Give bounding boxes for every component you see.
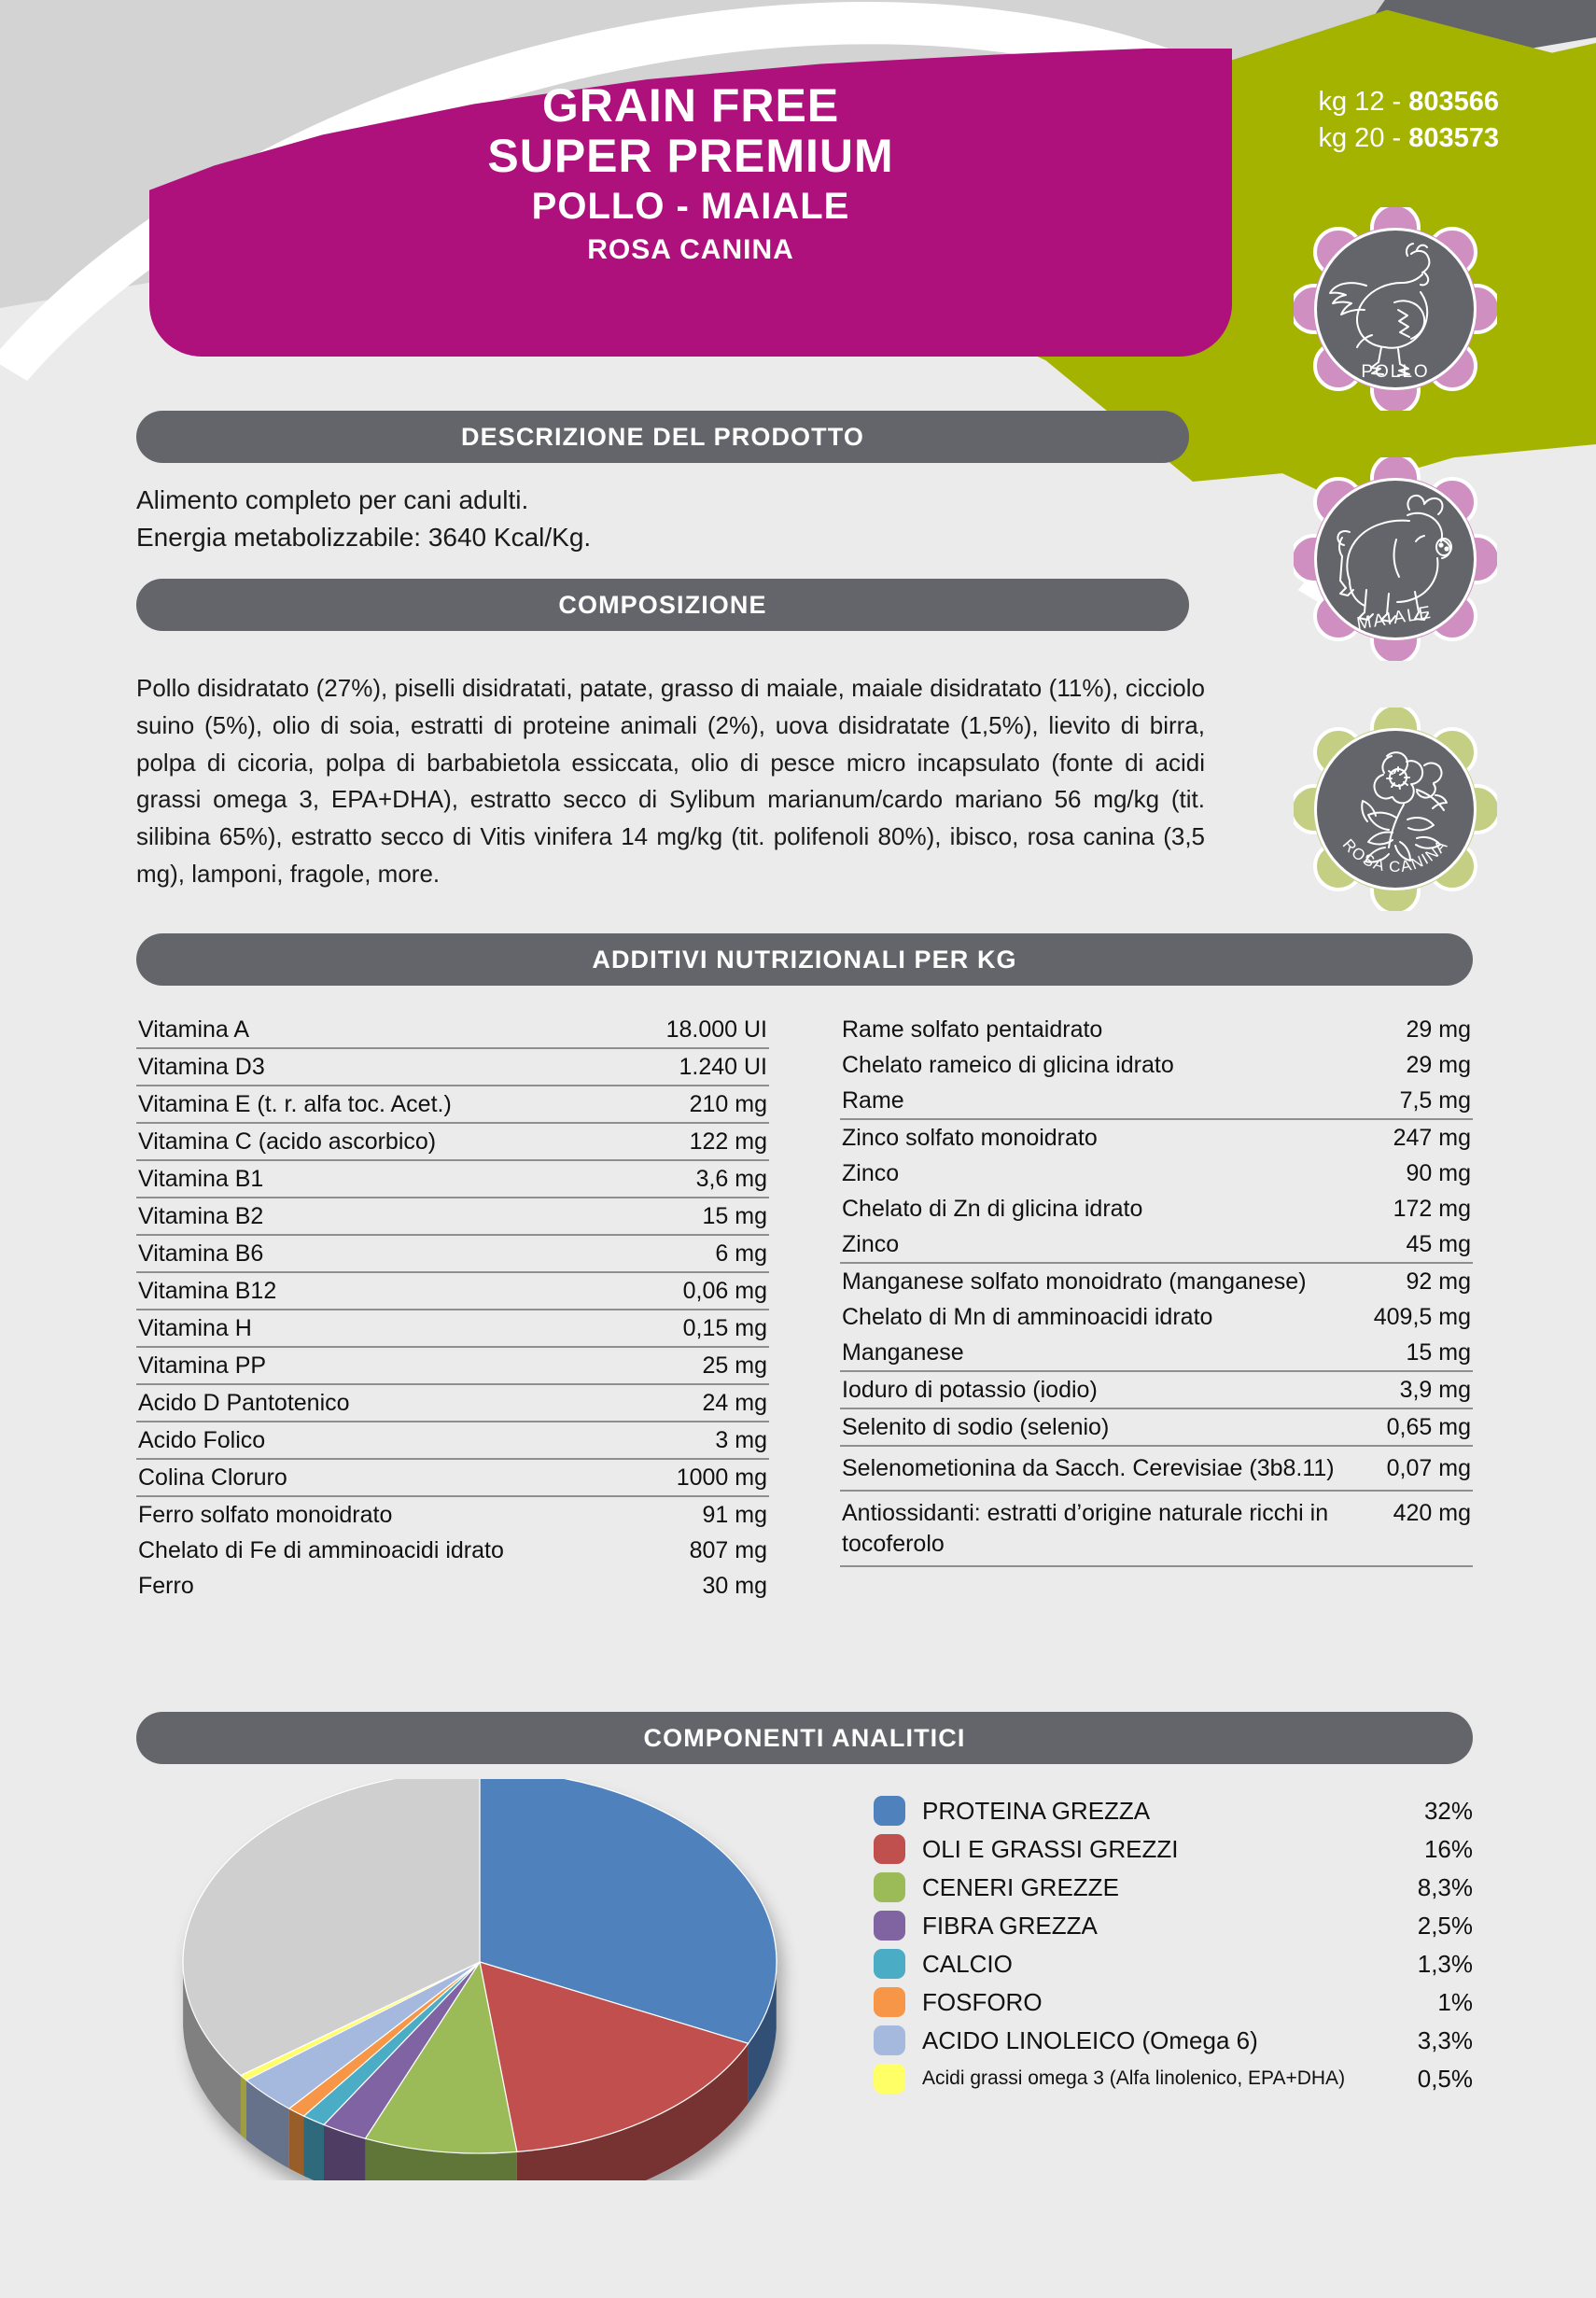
legend-value: 1%	[1437, 1987, 1473, 2016]
additive-row	[136, 1198, 769, 1236]
additive-row	[136, 1385, 769, 1422]
additive-label: Vitamina E (t. r. alfa toc. Acet.)	[138, 1091, 452, 1117]
additive-row	[840, 1120, 1473, 1156]
additive-row	[136, 1422, 769, 1460]
additive-label: Rame	[842, 1087, 904, 1114]
additive-value: 420 mg	[1393, 1500, 1471, 1526]
legend-color-swatch	[874, 2025, 905, 2055]
additive-row	[136, 1049, 769, 1086]
additive-row	[840, 1335, 1473, 1372]
additive-value: 122 mg	[689, 1128, 767, 1155]
additive-value: 15 mg	[702, 1203, 767, 1229]
chart-legend	[874, 1792, 1473, 2098]
legend-value: 16%	[1423, 1834, 1473, 1863]
additive-row	[840, 1083, 1473, 1120]
title-rosa-canina: ROSA CANINA	[587, 234, 794, 265]
additive-label: Vitamina C (acido ascorbico)	[138, 1128, 437, 1155]
additive-label: Vitamina D3	[138, 1054, 265, 1080]
additive-row	[840, 1447, 1473, 1492]
additive-row	[840, 1492, 1473, 1567]
additive-value: 7,5 mg	[1399, 1087, 1471, 1114]
product-code-12kg: kg 12 - 803566	[1318, 87, 1499, 117]
additives-column-left	[136, 1012, 769, 1604]
composition-text: Pollo disidratato (27%), piselli disidratati, patate, grasso di maiale, maiale disidratato (11%), cicciolo suino (5%), olio di soia, estratti di proteine animali (2%), uova disidratate (1,5%), lievito di birra, polpa di cicoria, polpa di barbabietola essiccata, olio di pesce micro incapsulato (fonte di acidi grassi omega 3, EPA+DHA), estratto secco di Sylibum marianum/cardo mariano 56 mg/kg (tit. silibina 65%), estratto secco di Vitis vinifera 14 mg/kg (tit. polifenoli 80%), ibisco, rosa canina (3,5 mg), lamponi, fragole, more.	[136, 674, 1205, 888]
additive-row	[840, 1012, 1473, 1047]
additive-row	[136, 1533, 769, 1568]
section-bar-description: DESCRIZIONE DEL PRODOTTO	[136, 411, 1189, 463]
legend-label: FOSFORO	[922, 1987, 1043, 2016]
additive-label: Ferro solfato monoidrato	[138, 1502, 393, 1528]
legend-row	[874, 2060, 1473, 2097]
additive-value: 409,5 mg	[1373, 1304, 1471, 1330]
additive-value: 15 mg	[1406, 1339, 1471, 1366]
legend-value: 1,3%	[1417, 1949, 1473, 1978]
title-flavour: POLLO - MAIALE	[531, 186, 850, 227]
additive-row	[136, 1310, 769, 1348]
pie-slice-side	[303, 2116, 324, 2180]
legend-value: 3,3%	[1417, 2025, 1473, 2054]
section-bar-additives: ADDITIVI NUTRIZIONALI PER KG	[136, 933, 1473, 986]
additive-value: 6 mg	[715, 1240, 767, 1267]
description-line-1: Alimento completo per cani adulti.	[136, 485, 529, 514]
additive-value: 3,6 mg	[695, 1166, 767, 1192]
additive-label: Acido D Pantotenico	[138, 1390, 350, 1416]
additive-label: Rame solfato pentaidrato	[842, 1016, 1103, 1043]
legend-value: 0,5%	[1417, 2064, 1473, 2093]
additive-row	[136, 1460, 769, 1497]
additive-row	[840, 1047, 1473, 1083]
additive-value: 91 mg	[702, 1502, 767, 1528]
additive-row	[136, 1348, 769, 1385]
additive-label: Chelato rameico di glicina idrato	[842, 1052, 1174, 1078]
additive-value: 24 mg	[702, 1390, 767, 1416]
badge-rosa-canina	[1294, 708, 1497, 911]
additive-label: Manganese	[842, 1339, 964, 1366]
additive-label: Vitamina H	[138, 1315, 252, 1341]
additive-label: Vitamina B2	[138, 1203, 264, 1229]
pie-slice-side	[289, 2109, 304, 2176]
additives-table	[136, 1012, 1473, 1604]
additive-label: Vitamina B1	[138, 1166, 264, 1192]
additive-row	[136, 1273, 769, 1310]
additive-label: Vitamina B6	[138, 1240, 264, 1267]
analytical-components-chart	[136, 1779, 1473, 2190]
legend-label: CALCIO	[922, 1949, 1013, 1978]
title-grain-free: GRAIN FREE	[541, 79, 840, 132]
additive-label: Ioduro di potassio (iodio)	[842, 1377, 1098, 1403]
legend-color-swatch	[874, 1834, 905, 1864]
additive-label: Chelato di Mn di amminoacidi idrato	[842, 1304, 1213, 1330]
legend-row	[874, 1792, 1473, 1829]
additive-label: Chelato di Fe di amminoacidi idrato	[138, 1537, 504, 1563]
additive-label: Zinco	[842, 1231, 900, 1257]
badge-label-pollo: POLLO	[1361, 362, 1430, 382]
additive-value: 247 mg	[1393, 1125, 1471, 1151]
section-bar-composition: COMPOSIZIONE	[136, 579, 1189, 631]
additive-row	[840, 1191, 1473, 1226]
additive-label: Manganese solfato monoidrato (manganese)	[842, 1268, 1307, 1295]
legend-color-swatch	[874, 1987, 905, 2017]
legend-label: Acidi grassi omega 3 (Alfa linolenico, EPA+DHA)	[922, 2067, 1346, 2089]
legend-color-swatch	[874, 1949, 905, 1979]
legend-label: ACIDO LINOLEICO (Omega 6)	[922, 2025, 1258, 2054]
additive-value: 18.000 UI	[665, 1016, 767, 1043]
additive-value: 0,65 mg	[1386, 1414, 1471, 1440]
additive-row	[840, 1299, 1473, 1335]
chicken-icon	[1314, 228, 1477, 390]
additive-row	[840, 1226, 1473, 1264]
additive-value: 3,9 mg	[1399, 1377, 1471, 1403]
additive-value: 1.240 UI	[679, 1054, 767, 1080]
legend-label: OLI E GRASSI GREZZI	[922, 1834, 1179, 1863]
additive-row	[136, 1012, 769, 1049]
legend-value: 32%	[1423, 1796, 1473, 1825]
additive-value: 3 mg	[715, 1427, 767, 1453]
additive-label: Acido Folico	[138, 1427, 266, 1453]
additive-label: Vitamina B12	[138, 1278, 277, 1304]
additive-value: 0,15 mg	[682, 1315, 767, 1341]
additive-label: Zinco solfato monoidrato	[842, 1125, 1098, 1151]
additive-value: 210 mg	[689, 1091, 767, 1117]
badge-pollo	[1294, 207, 1497, 411]
additive-value: 0,06 mg	[682, 1278, 767, 1304]
product-code-20kg: kg 20 - 803573	[1318, 122, 1499, 153]
additive-value: 0,07 mg	[1386, 1455, 1471, 1481]
legend-value: 8,3%	[1417, 1872, 1473, 1901]
additive-label: Selenometionina da Sacch. Cerevisiae (3b8.11)	[842, 1455, 1335, 1481]
product-title-block	[149, 80, 1232, 270]
additive-value: 29 mg	[1406, 1052, 1471, 1078]
additive-row	[840, 1372, 1473, 1409]
legend-row	[874, 1907, 1473, 1944]
badge-label-maiale: MAIALE	[1355, 602, 1435, 635]
additive-label: Colina Cloruro	[138, 1464, 287, 1491]
additive-value: 30 mg	[702, 1573, 767, 1599]
additive-label: Zinco	[842, 1160, 900, 1186]
section-bar-analytical: COMPONENTI ANALITICI	[136, 1712, 1473, 1764]
additive-row	[136, 1161, 769, 1198]
additive-row	[840, 1264, 1473, 1299]
additive-value: 45 mg	[1406, 1231, 1471, 1257]
legend-row	[874, 1869, 1473, 1906]
additive-label: Ferro	[138, 1573, 194, 1599]
additive-value: 172 mg	[1393, 1196, 1471, 1222]
legend-color-swatch	[874, 1872, 905, 1902]
description-line-2: Energia metabolizzabile: 3640 Kcal/Kg.	[136, 522, 592, 552]
rosehip-flower-icon	[1314, 728, 1477, 890]
additives-column-right	[840, 1012, 1473, 1604]
title-super-premium: SUPER PREMIUM	[487, 130, 894, 182]
legend-row	[874, 2022, 1473, 2059]
product-codes	[1319, 84, 1500, 157]
additive-row	[136, 1497, 769, 1533]
legend-row	[874, 1830, 1473, 1868]
legend-row	[874, 1983, 1473, 2021]
pie-chart-svg	[136, 1779, 846, 2180]
badge-label-rosa-canina: ROSA CANINA	[1338, 835, 1452, 876]
additive-label: Vitamina A	[138, 1016, 250, 1043]
additive-value: 90 mg	[1406, 1160, 1471, 1186]
legend-label: PROTEINA GREZZA	[922, 1796, 1151, 1825]
additive-label: Selenito di sodio (selenio)	[842, 1414, 1110, 1440]
legend-color-swatch	[874, 1796, 905, 1826]
legend-label: FIBRA GREZZA	[922, 1911, 1098, 1940]
additive-label: Antiossidanti: estratti d’origine naturale ricchi in tocoferolo	[842, 1500, 1329, 1557]
pie-slice-side	[241, 2076, 246, 2140]
additive-value: 92 mg	[1406, 1268, 1471, 1295]
additive-value: 1000 mg	[676, 1464, 767, 1491]
additive-row	[136, 1568, 769, 1604]
additive-label: Chelato di Zn di glicina idrato	[842, 1196, 1143, 1222]
additive-value: 29 mg	[1406, 1016, 1471, 1043]
badge-maiale	[1294, 457, 1497, 661]
legend-color-swatch	[874, 1911, 905, 1941]
pie-chart	[136, 1779, 846, 2180]
legend-value: 2,5%	[1417, 1911, 1473, 1940]
legend-label: CENERI GREZZE	[922, 1872, 1119, 1901]
additive-row	[136, 1086, 769, 1124]
additive-label: Vitamina PP	[138, 1352, 267, 1379]
description-text	[136, 482, 1200, 556]
legend-color-swatch	[874, 2064, 905, 2094]
additive-row	[136, 1124, 769, 1161]
additive-row	[840, 1156, 1473, 1191]
additive-row	[136, 1236, 769, 1273]
pig-icon	[1314, 478, 1477, 640]
additive-value: 25 mg	[702, 1352, 767, 1379]
legend-row	[874, 1945, 1473, 1983]
additive-value: 807 mg	[689, 1537, 767, 1563]
additive-row	[840, 1409, 1473, 1447]
